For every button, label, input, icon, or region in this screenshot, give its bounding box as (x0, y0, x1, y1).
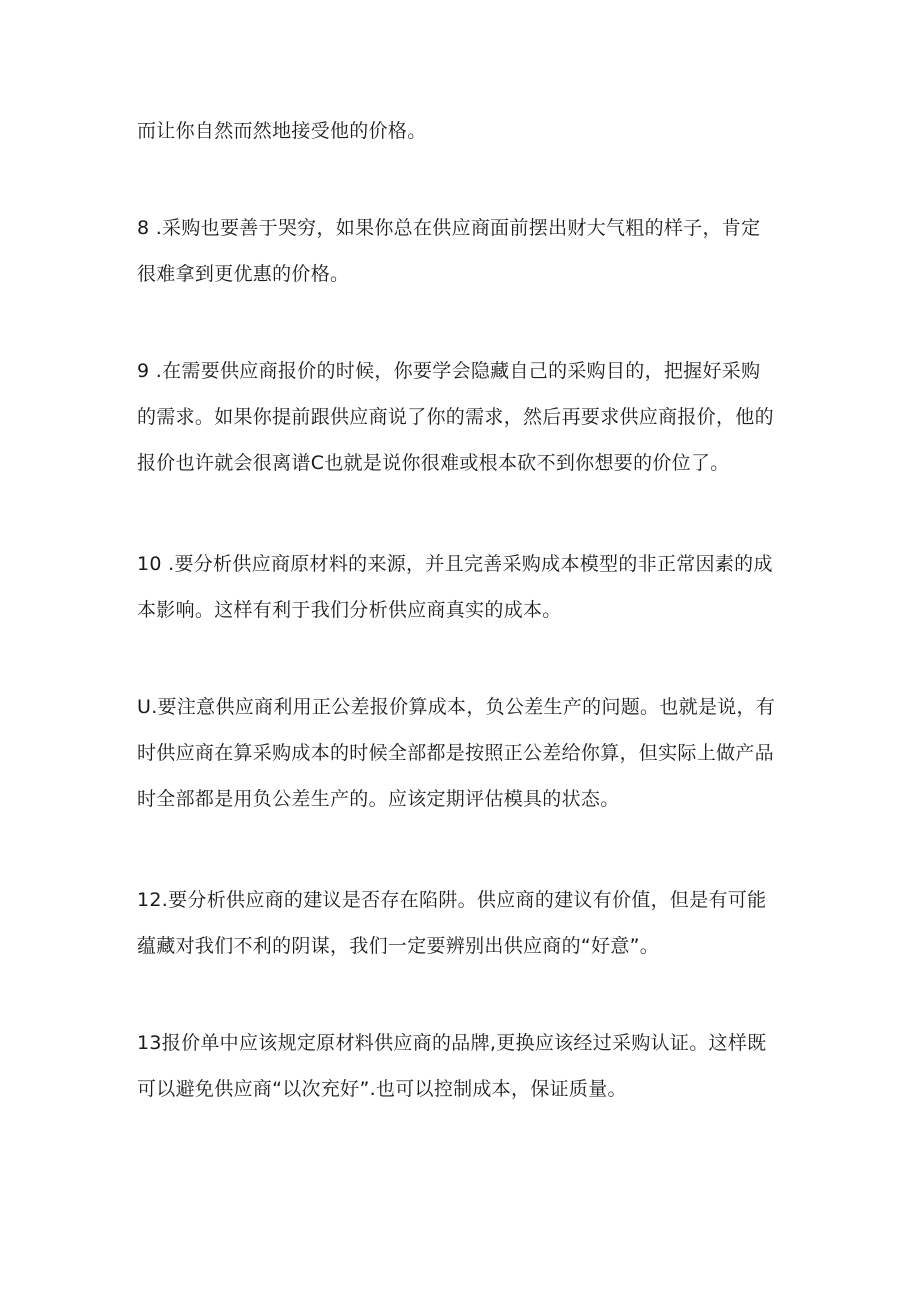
text-line: 而让你自然而然地接受他的价格。 (137, 120, 427, 142)
text-line: 蕴藏对我们不利的阴谋，我们一定要辨别出供应商的“好意”。 (137, 935, 660, 957)
paragraph-continuation (137, 108, 797, 154)
text-line: 本影响。这样有利于我们分析供应商真实的成本。 (137, 599, 562, 621)
paragraph-item-12 (137, 877, 797, 969)
text-line: 时供应商在算采购成本的时候全部都是按照正公差给你算，但实际上做产品 (137, 742, 774, 764)
text-line: 可以避免供应商“以次充好”.也可以控制成本，保证质量。 (137, 1078, 627, 1100)
paragraph-item-13 (137, 1020, 797, 1112)
text-line: 8 .采购也要善于哭穷，如果你总在供应商面前摆出财大气粗的样子，肯定 (137, 217, 761, 239)
text-line: 9 .在需要供应商报价的时候，你要学会隐藏自己的采购目的，把握好采购 (137, 360, 761, 382)
paragraph-item-11 (137, 684, 797, 822)
text-line: 报价也许就会很离谱C也就是说你很难或根本砍不到你想要的价位了。 (137, 452, 730, 474)
text-line: 很难拿到更优惠的价格。 (137, 263, 350, 285)
paragraph-item-8 (137, 205, 797, 297)
text-line: 的需求。如果你提前跟供应商说了你的需求，然后再要求供应商报价，他的 (137, 406, 774, 428)
paragraph-item-10 (137, 541, 797, 633)
paragraph-item-9 (137, 348, 797, 486)
text-line: 时全部都是用负公差生产的。应该定期评估模具的状态。 (137, 788, 620, 810)
text-line: 12.要分析供应商的建议是否存在陷阱。供应商的建议有价值，但是有可能 (137, 889, 767, 911)
text-line: 13报价单中应该规定原材料供应商的品牌,更换应该经过采购认证。这样既 (137, 1032, 767, 1054)
text-line: U.要注意供应商利用正公差报价算成本，负公差生产的问题。也就是说，有 (137, 696, 776, 718)
text-line: 10 .要分析供应商原材料的来源，并且完善采购成本模型的非正常因素的成 (137, 553, 773, 575)
